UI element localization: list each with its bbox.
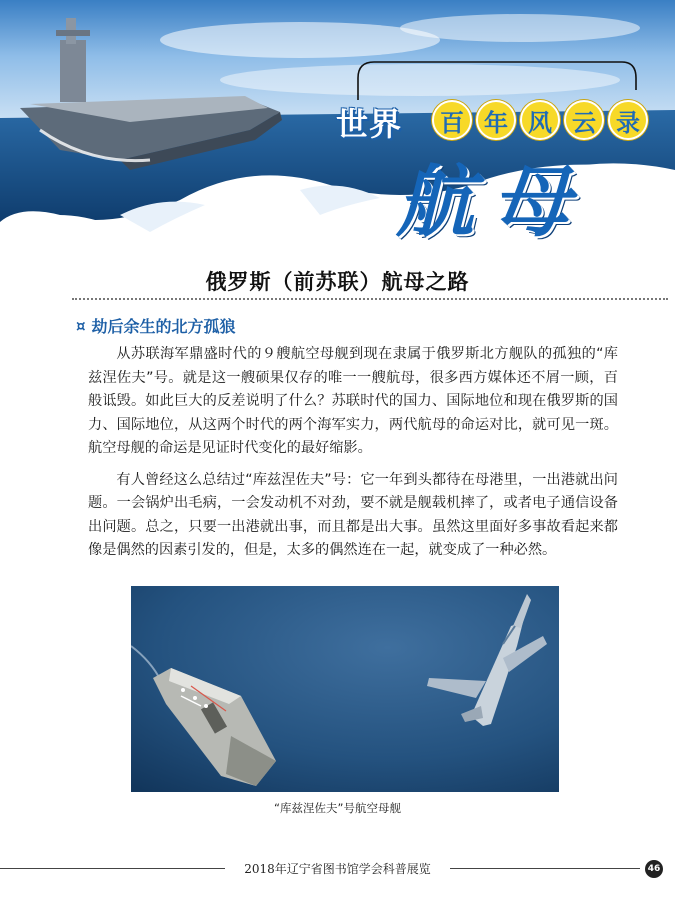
title-badge-4: 云	[564, 100, 604, 140]
title-divider	[72, 298, 668, 300]
header-banner	[0, 0, 675, 262]
page-number: 46	[645, 860, 663, 878]
article-title: 俄罗斯（前苏联）航母之路	[205, 270, 470, 294]
section-heading	[76, 314, 236, 337]
header-title-main: 航母	[396, 157, 589, 248]
paragraph: 有人曾经这么总结过“库兹涅佐夫”号：它一年到头都待在母港里，一出港就出问题。一会锅炉出毛病，一会发动机不对劲，要不就是舰载机摔了，或者电子通信设备出问题。总之，只要一出港就出事，而且都是出大事。虽然这里面好多事故看起来都像是偶然的因素引发的，但是，太多的偶然连在一起，就变成了一种必然。	[88, 471, 618, 558]
footer-label: 2018年辽宁省图书馆学会科普展览	[238, 862, 437, 876]
title-badge-3: 风	[520, 100, 560, 140]
footer-text	[0, 860, 675, 877]
carrier-photo	[131, 586, 559, 792]
section-title: 劫后余生的北方孤狼	[91, 317, 236, 336]
carrier-photo-drawing	[131, 586, 559, 792]
title-badge-5: 录	[608, 100, 648, 140]
header-title-badges	[432, 100, 648, 140]
paragraph: 从苏联海军鼎盛时代的９艘航空母舰到现在隶属于俄罗斯北方舰队的孤独的“库兹涅佐夫”号。就是这一艘硕果仅存的唯一一艘航母，很多西方媒体还不屑一顾，百般诋毁。如此巨大的反差说明了什么？苏联时代的国力、国际地位和现在俄罗斯的国力、国际地位，从这两个时代的两个海军实力，两代航母的命运对比，就可见一斑。航空母舰的命运是见证时代变化的最好缩影。	[88, 346, 618, 456]
title-badge-1: 百	[432, 100, 472, 140]
article-body	[88, 343, 618, 563]
bullet-icon: ¤	[76, 316, 86, 335]
header-title-prefix: 世界	[336, 105, 403, 143]
title-badge-2: 年	[476, 100, 516, 140]
photo-caption: “库兹涅佐夫”号航空母舰	[274, 801, 401, 815]
